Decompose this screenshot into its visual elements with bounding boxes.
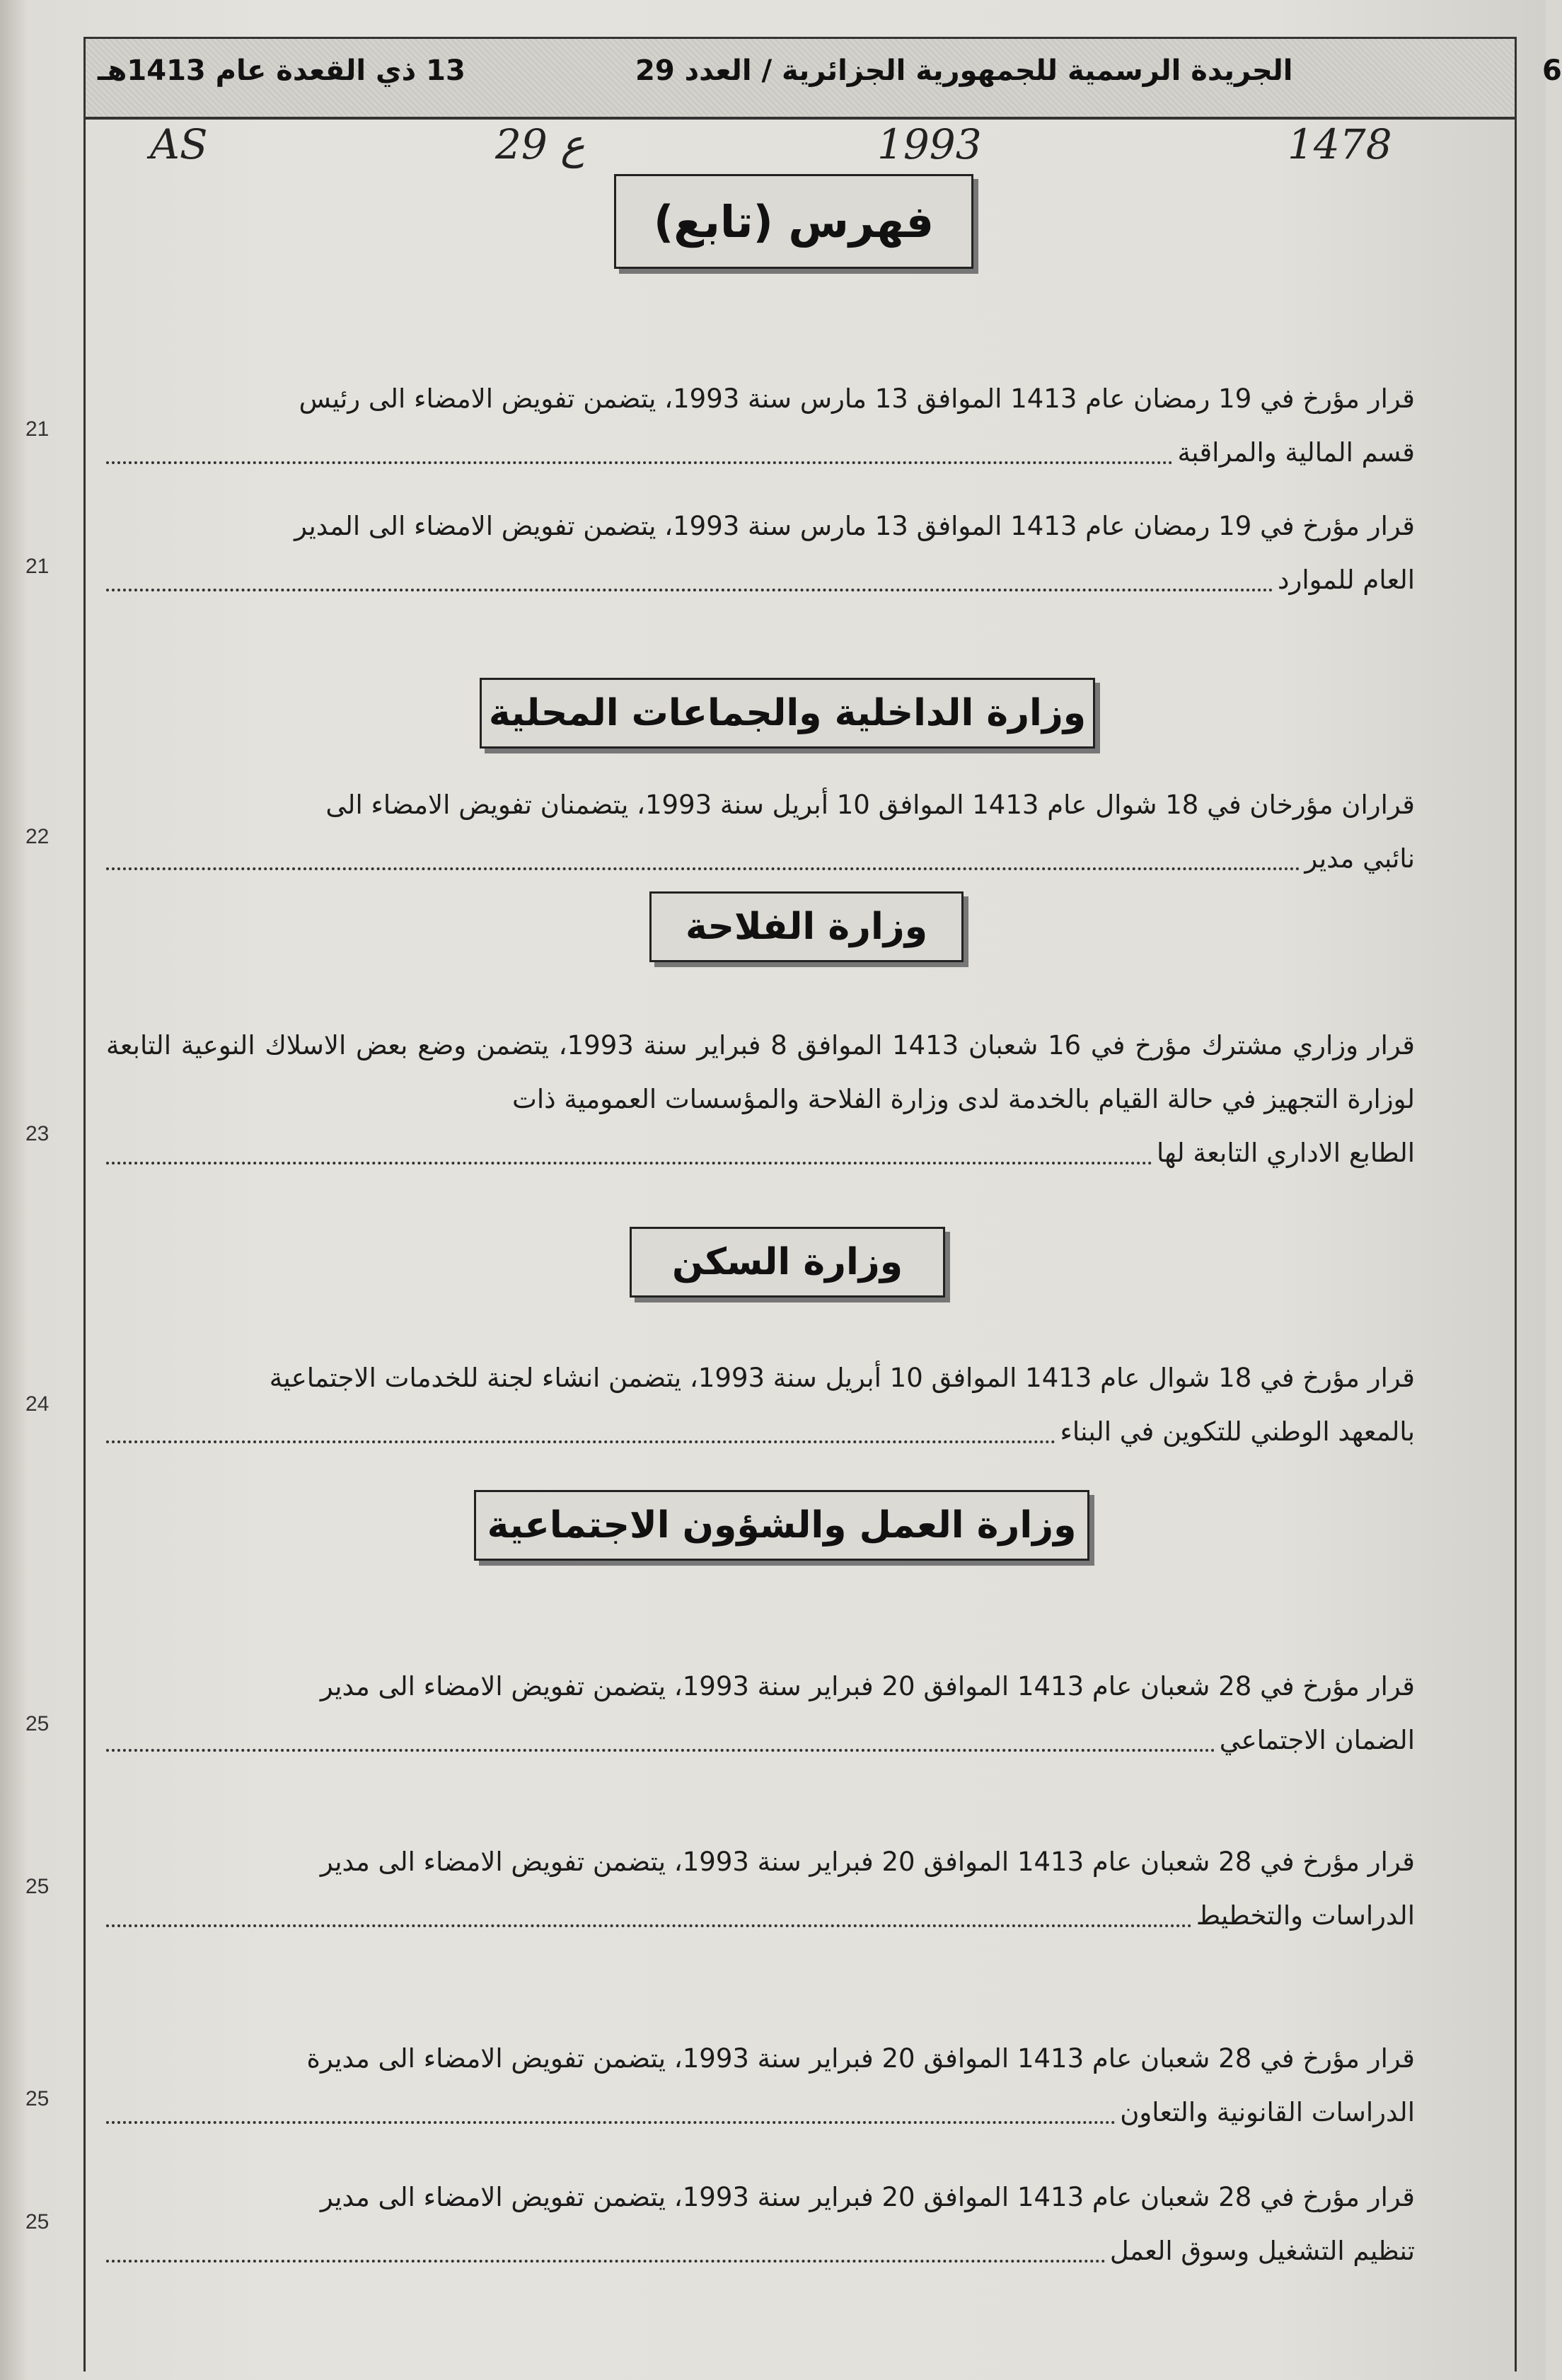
index-entry — [106, 1660, 1415, 1767]
index-entry — [106, 778, 1415, 886]
section-heading: وزارة الداخلية والجماعات المحلية — [480, 678, 1095, 749]
entry-text: قرار مؤرخ في 19 رمضان عام 1413 الموافق 13 مارس سنة 1993، يتضمن تفويض الامضاء الى المدير — [294, 511, 1415, 541]
entry-last-line — [106, 1126, 1415, 1180]
section-heading: وزارة الفلاحة — [649, 891, 964, 962]
entry-page-number: 21 — [25, 555, 50, 578]
entry-text: قرار مؤرخ في 28 شعبان عام 1413 الموافق 20 فبراير سنة 1993، يتضمن تفويض الامضاء الى مدير — [320, 1671, 1415, 1702]
entry-page-number: 25 — [25, 2087, 50, 2110]
entry-page-number: 24 — [25, 1392, 50, 1416]
handwritten-mark: 1993 — [877, 120, 982, 168]
entry-last-line — [106, 832, 1415, 886]
index-entry — [106, 499, 1415, 607]
entry-text: قرار مؤرخ في 19 رمضان عام 1413 الموافق 13 مارس سنة 1993، يتضمن تفويض الامضاء الى رئيس — [299, 383, 1415, 414]
entry-last-line — [106, 2224, 1415, 2278]
leader-dots — [106, 2250, 1106, 2263]
leader-dots — [106, 1914, 1192, 1927]
entry-page-number: 21 — [25, 417, 50, 441]
leader-dots — [106, 857, 1300, 870]
entry-last-line-text: الضمان الاجتماعي — [1219, 1725, 1415, 1755]
leader-dots — [106, 579, 1273, 591]
leader-dots — [106, 451, 1173, 464]
entry-page-number: 25 — [25, 1875, 50, 1898]
entry-last-line-text: الطابع الاداري التابعة لها — [1157, 1138, 1415, 1168]
entry-last-line-text: بالمعهد الوطني للتكوين في البناء — [1060, 1416, 1415, 1447]
entry-page-number: 23 — [25, 1122, 50, 1145]
entry-last-line-text: الدراسات والتخطيط — [1196, 1900, 1415, 1931]
entry-last-line — [106, 2086, 1415, 2139]
entry-text: قراران مؤرخان في 18 شوال عام 1413 الموافق 10 أبريل سنة 1993، يتضمنان تفويض الامضاء الى — [325, 790, 1415, 820]
entry-last-line — [106, 1714, 1415, 1767]
section-heading: وزارة العمل والشؤون الاجتماعية — [474, 1490, 1089, 1561]
handwritten-mark: AS — [150, 120, 208, 168]
entry-text: قرار مؤرخ في 28 شعبان عام 1413 الموافق 20 فبراير سنة 1993، يتضمن تفويض الامضاء الى مدير — [320, 1847, 1415, 1877]
leader-dots — [106, 1152, 1152, 1165]
entry-page-number: 25 — [25, 2210, 50, 2234]
index-entry — [106, 372, 1415, 480]
header-journal-title: الجريدة الرسمية للجمهورية الجزائرية / العدد 29 — [635, 54, 1293, 87]
entry-last-line-text: قسم المالية والمراقبة — [1177, 437, 1415, 468]
index-entry — [106, 1019, 1415, 1180]
entry-page-number: 22 — [25, 825, 50, 848]
leader-dots — [106, 1431, 1055, 1443]
entry-last-line — [106, 1889, 1415, 1943]
index-entry — [106, 2032, 1415, 2139]
leader-dots — [106, 1739, 1215, 1752]
header-issue-date: 13 ذي القعدة عام 1413هـ — [98, 54, 465, 87]
entry-text: قرار مؤرخ في 18 شوال عام 1413 الموافق 10 أبريل سنة 1993، يتضمن انشاء لجنة للخدمات الاجتماعية — [269, 1363, 1415, 1393]
entry-last-line-text: تنظيم التشغيل وسوق العمل — [1109, 2236, 1415, 2266]
entry-last-line-text: العام للموارد — [1278, 565, 1415, 595]
entry-text: قرار مؤرخ في 28 شعبان عام 1413 الموافق 20 فبراير سنة 1993، يتضمن تفويض الامضاء الى مديرة — [306, 2043, 1415, 2074]
handwritten-mark: 1478 — [1288, 120, 1392, 168]
entry-last-line — [106, 426, 1415, 480]
header-page-number: 6 — [1542, 54, 1562, 87]
handwritten-mark: 29 ع — [495, 120, 585, 168]
entry-text: قرار وزاري مشترك مؤرخ في 16 شعبان 1413 الموافق 8 فبراير سنة 1993، يتضمن وضع بعض الاسلاك النوعية التابعة لوزارة التجهيز في حالة القيام بالخدمة لدى وزارة الفلاحة والمؤسسات العمومية ذات — [106, 1030, 1415, 1114]
leader-dots — [106, 2111, 1116, 2124]
index-title: فهرس (تابع) — [614, 174, 973, 269]
entry-last-line-text: الدراسات القانونية والتعاون — [1120, 2097, 1415, 2127]
entry-page-number: 25 — [25, 1712, 50, 1735]
index-entry — [106, 1351, 1415, 1459]
entry-last-line-text: نائبي مدير — [1304, 843, 1415, 874]
index-entry — [106, 2171, 1415, 2278]
index-entry — [106, 1835, 1415, 1943]
entry-last-line — [106, 553, 1415, 607]
section-heading: وزارة السكن — [630, 1227, 945, 1298]
entry-last-line — [106, 1405, 1415, 1459]
entry-text: قرار مؤرخ في 28 شعبان عام 1413 الموافق 20 فبراير سنة 1993، يتضمن تفويض الامضاء الى مدير — [320, 2182, 1415, 2212]
